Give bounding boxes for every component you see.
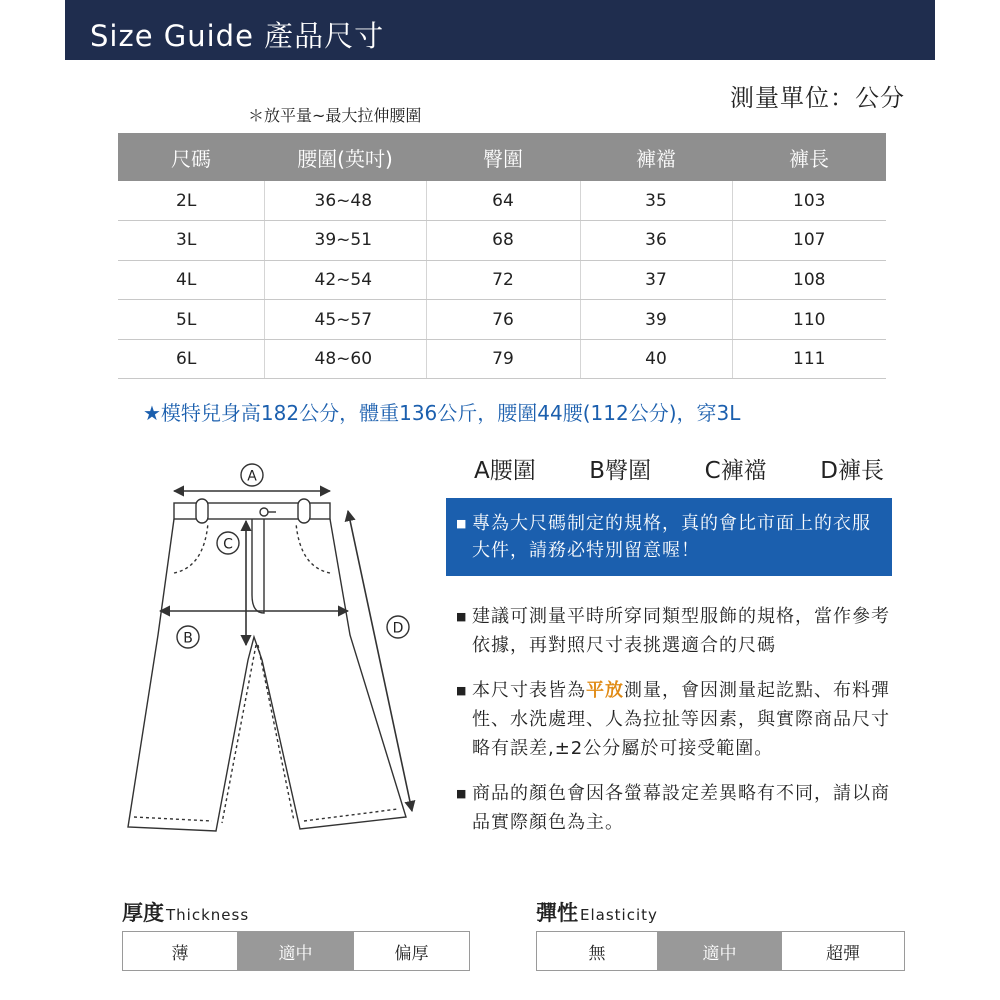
cell-waist: 36~48 — [264, 181, 426, 221]
notice-box — [446, 498, 892, 576]
table-row — [118, 300, 886, 340]
square-bullet-icon: ■ — [456, 610, 468, 623]
cell-hip: 79 — [426, 339, 580, 379]
thickness-option-thick: 偏厚 — [394, 943, 429, 964]
column-header-length: 褲長 — [732, 133, 886, 181]
bullet-list — [456, 602, 892, 853]
svg-text:B: B — [183, 630, 193, 647]
size-table — [118, 133, 886, 379]
cell-length: 110 — [732, 300, 886, 340]
table-row — [118, 221, 886, 261]
marker-c — [217, 532, 239, 554]
thickness-label-en: Thickness — [166, 906, 250, 924]
thickness-scale — [122, 931, 470, 971]
cell-waist: 48~60 — [264, 339, 426, 379]
cell-rise: 39 — [580, 300, 732, 340]
unit-note: 測量單位：公分 — [730, 84, 905, 112]
table-row — [118, 339, 886, 379]
marker-b — [177, 626, 199, 648]
thickness-option-medium: 適中 — [238, 932, 354, 970]
cell-waist: 45~57 — [264, 300, 426, 340]
elasticity-label-zh: 彈性 — [536, 901, 578, 925]
column-header-waist: 腰圍(英吋) — [264, 133, 426, 181]
cell-size: 2L — [118, 181, 264, 221]
cell-length: 103 — [732, 181, 886, 221]
table-row — [118, 181, 886, 221]
legend-waist: A腰圍 — [474, 458, 536, 484]
cell-length: 111 — [732, 339, 886, 379]
measurement-legend — [474, 452, 884, 485]
legend-rise: C褲襠 — [704, 458, 767, 484]
elasticity-label — [536, 897, 658, 927]
list-item — [456, 779, 892, 837]
cell-hip: 64 — [426, 181, 580, 221]
stretch-note: ＊放平量~最大拉伸腰圍 — [248, 106, 422, 125]
bullet-text: 商品的顏色會因各螢幕設定差異略有不同，請以商品實際顏色為主。 — [472, 783, 890, 833]
bullet-text-post: 測量，會因測量起訖點、布料彈性、水洗處理、人為拉扯等因素，與實際商品尺寸略有誤差,±2公分屬於可接受範圍。 — [472, 680, 890, 759]
pants-outline-icon — [128, 499, 406, 831]
cell-length: 108 — [732, 260, 886, 300]
column-header-hip: 臀圍 — [426, 133, 580, 181]
cell-hip: 68 — [426, 221, 580, 261]
thickness-label — [122, 897, 249, 927]
bullet-text: 建議可測量平時所穿同類型服飾的規格，當作參考依據，再對照尺寸表挑選適合的尺碼 — [472, 606, 890, 656]
cell-size: 6L — [118, 339, 264, 379]
model-note: ★模特兒身高182公分，體重136公斤，腰圍44腰(112公分)，穿3L — [143, 401, 741, 425]
bullet-highlight: 平放 — [586, 680, 624, 701]
elasticity-label-en: Elasticity — [580, 906, 658, 924]
pants-measurement-diagram — [118, 455, 438, 855]
elasticity-option-medium: 適中 — [658, 932, 782, 970]
cell-rise: 36 — [580, 221, 732, 261]
cell-waist: 42~54 — [264, 260, 426, 300]
table-row — [118, 260, 886, 300]
bullet-text-pre: 本尺寸表皆為 — [472, 680, 586, 701]
legend-hip: B臀圍 — [589, 458, 652, 484]
thickness-label-zh: 厚度 — [122, 901, 164, 925]
marker-a — [241, 464, 263, 486]
legend-length: D褲長 — [820, 458, 884, 484]
square-bullet-icon: ■ — [456, 787, 468, 800]
cell-size: 4L — [118, 260, 264, 300]
svg-text:A: A — [247, 468, 257, 485]
column-header-rise: 褲襠 — [580, 133, 732, 181]
cell-size: 3L — [118, 221, 264, 261]
page-title: Size Guide 產品尺寸 — [90, 19, 385, 53]
square-bullet-icon: ■ — [456, 517, 468, 530]
marker-d — [387, 616, 409, 638]
cell-rise: 37 — [580, 260, 732, 300]
cell-waist: 39~51 — [264, 221, 426, 261]
elasticity-option-super: 超彈 — [826, 943, 860, 964]
thickness-option-thin: 薄 — [123, 932, 238, 970]
cell-hip: 76 — [426, 300, 580, 340]
notice-text: 專為大尺碼制定的規格，真的會比市面上的衣服大件，請務必特別留意喔！ — [472, 513, 871, 561]
cell-rise: 40 — [580, 339, 732, 379]
elasticity-scale — [536, 931, 905, 971]
cell-size: 5L — [118, 300, 264, 340]
list-item — [456, 602, 892, 660]
cell-length: 107 — [732, 221, 886, 261]
column-header-size: 尺碼 — [118, 133, 264, 181]
list-item — [456, 676, 892, 763]
cell-rise: 35 — [580, 181, 732, 221]
cell-hip: 72 — [426, 260, 580, 300]
svg-text:C: C — [223, 536, 233, 553]
table-header-row — [118, 133, 886, 181]
svg-text:D: D — [392, 620, 404, 637]
elasticity-option-none: 無 — [537, 932, 658, 970]
square-bullet-icon: ■ — [456, 684, 468, 697]
